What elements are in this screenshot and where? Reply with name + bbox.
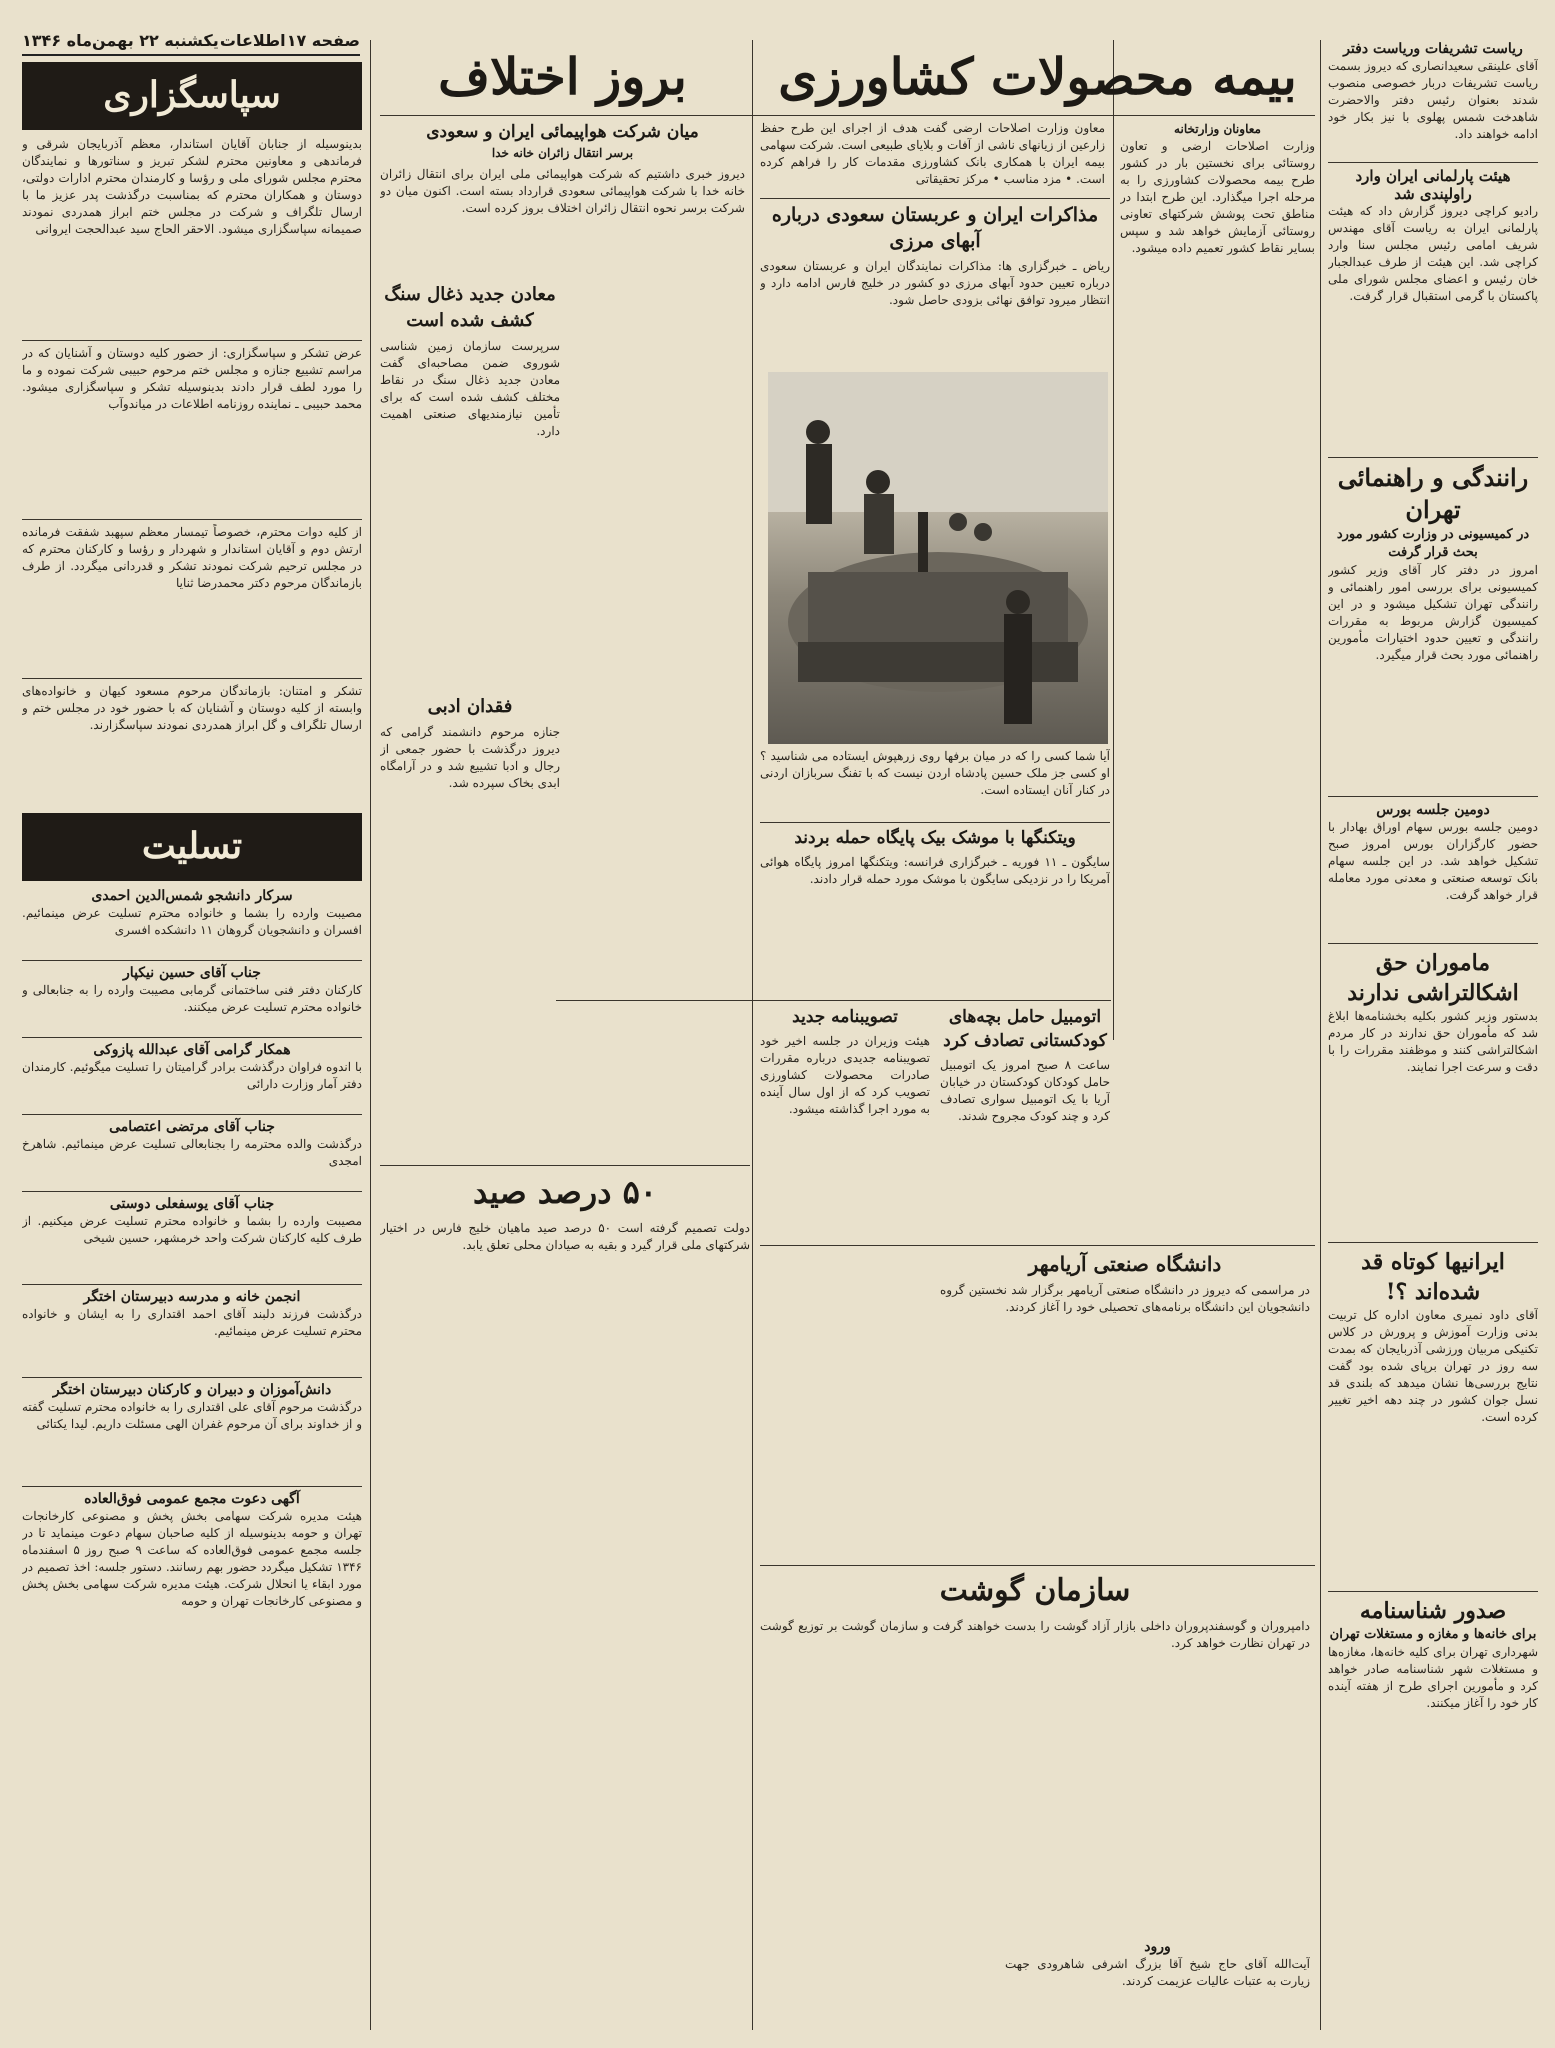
divider	[22, 1191, 362, 1192]
arrival-article	[1005, 1938, 1310, 2026]
article-body: رادیو کراچی دیروز گزارش داد که هیئت پارلمانی ایران به ریاست آقای مهندس شریف امامی رئیس مجلس سنا وارد کراچی شد. این هیئت از طرف عبدالجبار خان رئیس و اعضای مجلس شورای ملی پاکستان با گرمی استقبال قرار گرفت.	[1328, 204, 1538, 303]
insurance-article	[1120, 120, 1315, 968]
divider	[1328, 1242, 1538, 1243]
article-subtitle: در کمیسیونی در وزارت کشور مورد بحث قرار گرفت	[1336, 527, 1530, 560]
notice-body: هیئت مدیره شرکت سهامی بخش پخش و مصنوعی کارخانجات تهران و حومه بدینوسیله از کلیه صاحبان سهام دعوت مینماید تا در جلسه مجمع عمومی فوق‌العاده که ساعت ۹ صبح روز ۵ اسفندماه ۱۳۴۶ تشکیل میگردد حضور بهم رسانند. دستور جلسه: اخذ تصمیم در مورد ابقاء یا انحلال شرکت. هیئت مدیره شرکت سهامی بخش پخش و مصنوعی کارخانجات تهران و حومه	[22, 1509, 362, 1608]
divider	[760, 822, 1110, 823]
article-body: معاون وزارت اصلاحات ارضی گفت هدف از اجرای این طرح حفظ زارعین از زیانهای ناشی از آفات و بلایای طبیعی است. شرکت سهامی بیمه ایران با همکاری بانک کشاورزی مقدمات کار را فراهم کرده است. • مزد مناسب • مرکز تحقیقاتی	[760, 121, 1105, 186]
article-subtitle: برسر انتقال زائران خانه خدا	[491, 146, 634, 160]
article-title: ریاست تشریفات وریاست دفتر	[1343, 41, 1523, 57]
condolence-body: درگذشت والده محترمه را بجنابعالی تسلیت عرض مینمائیم. شاهرخ امجدی	[22, 1137, 362, 1168]
article-title: هیئت پارلمانی ایران وارد راولپندی شد	[1355, 167, 1511, 203]
university-article	[940, 1250, 1310, 1452]
condolence-title: جناب آقای مرتضی اعتصامی	[109, 1119, 275, 1135]
issue-date: یکشنبه ۲۲ بهمن‌ماه ۱۳۴۶	[22, 30, 219, 50]
divider	[760, 1245, 1315, 1246]
condolence-body: با اندوه فراوان درگذشت برادر گرامیتان را تسلیت میگوئیم. کارمندان دفتر آمار وزارت دارائی	[22, 1060, 362, 1091]
condolence-title: سرکار دانشجو شمس‌الدین احمدی	[91, 888, 293, 904]
divider	[22, 1284, 362, 1285]
school-accident-article	[940, 1005, 1110, 1247]
article-subtitle: برای خانه‌ها و مغازه و مستغلات تهران	[1329, 1627, 1537, 1642]
column-divider	[1113, 40, 1114, 1040]
article-body: سایگون ـ ۱۱ فوریه ـ خبرگزاری فرانسه: ویتکنگها امروز پایگاه هوائی آمریکا را در نزدیکی سایگون با موشک مورد حمله قرار دادند.	[760, 855, 1110, 886]
insurance-article-cont	[760, 120, 1105, 195]
condolence-banner: تسلیت	[22, 813, 362, 881]
saudi-article	[760, 202, 1110, 338]
condolence-title: جناب آقای یوسفعلی دوستی	[109, 1196, 275, 1212]
divider	[760, 1565, 1315, 1566]
notice-body: عرض تشکر و سپاسگزاری: از حضور کلیه دوستان و آشنایان که در مراسم تشییع جنازه و مجلس ختم مرحوم حبیبی شرکت نموده و ما را مورد لطف قرار دادند بدینوسیله تشکر و سپاسگزاری میشود. محمد حبیبی ـ نماینده روزنامه اطلاعات در میاندوآب	[22, 346, 362, 411]
photo-caption: آیا شما کسی را که در میان برفها روی زرهپوش ایستاده می شناسید ؟ او کسی جز ملک حسین پادشاه اردن نیست که با تفنگ سربازان اردنی در کنار آنان ایستاده است.	[760, 749, 1110, 797]
notice-body: بدینوسیله از جنابان آقایان استاندار، معظم آذربایجان شرقی و فرماندهی و معاونین محترم لشکر تبریز و سناتورها و نمایندگان محترم مجلس شورای ملی و رؤسا و کارمندان محترم ادارات دولتی، دوستان و همکاران محترم که بمناسبت درگذشت پدر عزیز ما با ارسال تلگراف و شرکت در مجلس ختم ابراز همدردی نمودند صمیمانه سپاسگزاری میشود. الاحقر الحاج سید عبدالحجت ایروانی	[22, 137, 362, 236]
article-body: شهرداری تهران برای کلیه خانه‌ها، مغازه‌ها و مستغلات شهر شناسنامه صادر خواهد کرد و مأمورین اجرای طرح از هفته آینده کار خود را آغاز میکنند.	[1328, 1645, 1538, 1710]
fishing-article	[380, 1170, 750, 1880]
article-body: بدستور وزیر کشور بکلیه بخشنامه‌ها ابلاغ شد که مأموران حق ندارند در کار مردم اشکالتراشی کنند و موظفند مقررات را با دقت و سرعت اجرا نمایند.	[1328, 1009, 1538, 1074]
article-body: آقای داود نمیری معاون اداره کل تربیت بدنی وزارت آموزش و پرورش در کلاس تکنیکی مربیان ورزشی آذربایجان که بمدت سه روز در تهران برپای شده بود گفت نتایج بررسی‌ها نشان میدهد که بلندی قد نسل جوان کشور در چند دهه اخیر تغییر کرده است.	[1328, 1308, 1538, 1424]
article-title: ایرانیها کوتاه قد شده‌اند ؟!	[1361, 1249, 1505, 1305]
paper-name: اطلاعات	[219, 30, 286, 50]
divider	[1328, 943, 1538, 944]
article-body: دیروز خبری داشتیم که شرکت هواپیمائی ملی ایران برای انتقال زائران خانه خدا با شرکت هواپیمائی سعودی قرارداد بسته است. اکنون میان دو شرکت برسر نحوه انتقال زائران اختلاف بروز کرده است.	[380, 167, 745, 215]
news-photo	[768, 372, 1108, 744]
article-title: مذاکرات ایران و عربستان سعودی درباره آبهای مرزی	[771, 204, 1099, 252]
regulation-article	[760, 1005, 930, 1223]
divider	[22, 1037, 362, 1038]
article-title: معادن جدید ذغال سنگ کشف شده است	[384, 284, 556, 331]
condolence-body: درگذشت مرحوم آقای علی اقتداری را به خانواده محترم تسلیت گفته و از خداوند برای آن مرحوم غفران الهی مسئلت داریم. لیدا یکتائی	[22, 1400, 362, 1431]
article-title: ورود	[1144, 1939, 1171, 1955]
divider	[22, 1377, 362, 1378]
article-title: رانندگی و راهنمائی تهران	[1337, 463, 1529, 524]
condolence-title: همکار گرامی آقای عبدالله پازوکی	[93, 1042, 291, 1058]
divider	[1328, 796, 1538, 797]
article-title: تصویبنامه جدید	[792, 1007, 898, 1027]
article-title: ۵۰ درصد صید	[473, 1173, 657, 1211]
left-column	[22, 62, 362, 1644]
meat-article	[760, 1570, 1310, 1908]
divider	[380, 1165, 750, 1166]
divider	[1328, 162, 1538, 163]
article-title: اتومبیل حامل بچه‌های کودکستانی تصادف کرد	[943, 1007, 1107, 1051]
column-divider	[752, 40, 753, 2030]
condolence-body: کارکنان دفتر فنی ساختمانی گرمابی مصیبت وارده را به جنابعالی و خانواده محترم تسلیت عرض میکنند.	[22, 983, 362, 1014]
divider	[760, 198, 1110, 199]
condolence-title: انجمن خانه و مدرسه دبیرستان اختگر	[83, 1289, 301, 1305]
notice-body: از کلیه دوات محترم، خصوصاً تیمسار معظم سپهبد شفقت فرمانده ارتش دوم و آقایان استاندار و شهردار و رؤسا و کارکنان محترم که در مجلس ترحیم شرکت نمودند تشکر و قدردانی میگردد. از طرف بازماندگان مرحوم دکتر محمدرضا ثنایا	[22, 525, 362, 590]
vietcong-article	[760, 826, 1110, 1014]
article-body: در مراسمی که دیروز در دانشگاه صنعتی آریامهر برگزار شد نخستین گروه دانشجویان این دانشگاه برنامه‌های تحصیلی خود را آغاز کردند.	[940, 1283, 1310, 1314]
article-body: ساعت ۸ صبح امروز یک اتومبیل حامل کودکان کودکستان در خیابان آریا با یک اتومبیل سواری تصادف کرد و چند کودک مجروح شدند.	[940, 1058, 1110, 1123]
secondary-headline: بروز اختلاف	[438, 47, 687, 106]
article-body: امروز در دفتر کار آقای وزیر کشور کمیسیونی برای بررسی امور راهنمائی و رانندگی تهران تشکیل میشود و در این کمیسیون گزارش مربوط به مقررات رانندگی و تعیین حدود اختیارات مأمورین راهنمائی مورد بحث قرار میگیرد.	[1328, 563, 1538, 662]
divider	[22, 519, 362, 520]
right-column	[1328, 40, 1538, 1764]
column-divider	[1320, 40, 1321, 2030]
article-body: دامپروران و گوسفندپروران داخلی بازار آزاد گوشت را بدست خواهند گرفت و سازمان گوشت بر توزیع گوشت در تهران نظارت خواهد کرد.	[760, 1619, 1310, 1650]
article-body: جنازه مرحوم دانشمند گرامی که دیروز درگذشت با حضور جمعی از رجال و ادبا تشییع شد و در آرامگاه ابدی بخاک سپرده شد.	[380, 725, 560, 790]
divider	[556, 1000, 1111, 1001]
divider	[1328, 1591, 1538, 1592]
main-headline: بیمه محصولات کشاورزی	[778, 47, 1297, 106]
article-body: سرپرست سازمان زمین شناسی شوروی ضمن مصاحبه‌ای گفت معادن جدید ذغال سنگ در نقاط مختلف کشف شده است که برای تأمین نیازمندیهای صنعتی اهمیت دارد.	[380, 339, 560, 438]
photo-figures-icon	[768, 372, 1108, 744]
article-body: ریاض ـ خبرگزاری ها: مذاکرات نمایندگان ایران و عربستان سعودی درباره تعیین حدود آبهای مرزی دو کشور در خلیج فارس ادامه دارد و انتظار میرود توافق نهائی بزودی حاصل شود.	[760, 259, 1110, 307]
article-body: دومین جلسه بورس سهام اوراق بهادار با حضور کارگزاران بورس امروز صبح تشکیل خواهد شد. در این جلسه سهام بانک توسعه صنعتی و معدنی مورد معامله قرار خواهد گرفت.	[1328, 820, 1538, 902]
divider	[22, 678, 362, 679]
article-body: وزارت اصلاحات ارضی و تعاون روستائی برای نخستین بار در کشور طرح بیمه محصولات کشاورزی را به مرحله اجرا میگذارد. این طرح ابتدا در مناطق تحت پوشش شرکتهای تعاونی روستائی آزمایش خواهد شد و سپس بسایر نقاط کشور تعمیم داده میشود.	[1120, 139, 1315, 255]
article-title: ویتکنگها با موشک بیک پایگاه حمله بردند	[794, 828, 1076, 848]
condolence-title: دانش‌آموزان و دبیران و کارکنان دبیرستان اختگر	[52, 1382, 332, 1398]
column-divider	[370, 40, 371, 2030]
thanks-banner: سپاسگزاری	[22, 62, 362, 130]
divider	[22, 1486, 362, 1487]
notice-title: آگهی دعوت مجمع عمومی فوق‌العاده	[84, 1491, 300, 1507]
condolence-body: مصیبت وارده را بشما و خانواده محترم تسلیت عرض مینمائیم. افسران و دانشجویان گروهان ۱۱ دانشکده افسری	[22, 906, 362, 937]
article-title: سازمان گوشت	[939, 1573, 1131, 1608]
divider	[22, 1114, 362, 1115]
condolence-body: مصیبت وارده را بشما و خانواده محترم تسلیت عرض میکنیم. از طرف کلیه کارکنان شرکت واحد خرمشهر، حسین شیخی	[22, 1214, 362, 1245]
condolence-title: جناب آقای حسین نیکپار	[123, 965, 261, 981]
article-body: آیت‌الله آقای حاج شیخ آقا بزرگ اشرفی شاهرودی جهت زیارت به عتبات عالیات عزیمت کردند.	[1005, 1957, 1310, 1988]
article-body: دولت تصمیم گرفته است ۵۰ درصد صید ماهیان خلیج فارس در اختیار شرکتهای ملی قرار گیرد و بقیه به صیادان محلی تعلق یابد.	[380, 1221, 750, 1252]
divider	[22, 340, 362, 341]
notice-body: تشکر و امتنان: بازماندگان مرحوم مسعود کیهان و خانواده‌های وابسته از کلیه دوستان و آشنایان که با حضور خود در مجلس ختم و ارسال تلگراف و گل ابراز همدردی نمودند سپاسگزارند.	[22, 684, 362, 732]
article-title: صدور شناسنامه	[1359, 1598, 1507, 1624]
article-title: دومین جلسه بورس	[1376, 802, 1490, 818]
page-number: صفحه ۱۷	[286, 30, 360, 50]
divider	[22, 960, 362, 961]
article-body: آقای علینقی سعیدانصاری که دیروز بسمت ریاست تشریفات دربار خصوصی منصوب شدند بعنوان رئیس دفتر والاحضرت شاهدخت شمس پهلوی با نیز بکار خود ادامه خواهند داد.	[1328, 59, 1538, 141]
article-title: میان شرکت هواپیمائی ایران و سعودی	[426, 122, 699, 142]
coal-article	[380, 282, 560, 1144]
article-title: دانشگاه صنعتی آریامهر	[1028, 1252, 1222, 1276]
article-title: فقدان ادبی	[427, 696, 513, 717]
headline-rule	[380, 115, 1315, 116]
article-subtitle: معاونان وزارتخانه	[1174, 122, 1261, 136]
divider	[1328, 457, 1538, 458]
article-body: هیئت وزیران در جلسه اخیر خود تصویبنامه جدیدی درباره مقررات صادرات محصولات کشاورزی تصویب کرد که از اول سال آینده به مورد اجرا گذاشته میشود.	[760, 1034, 930, 1116]
article-title: ماموران حق اشکالتراشی ندارند	[1347, 950, 1519, 1006]
masthead	[22, 26, 360, 56]
condolence-body: درگذشت فرزند دلبند آقای احمد اقتداری را به ایشان و خانواده محترم تسلیت عرض مینمائیم.	[22, 1307, 362, 1338]
